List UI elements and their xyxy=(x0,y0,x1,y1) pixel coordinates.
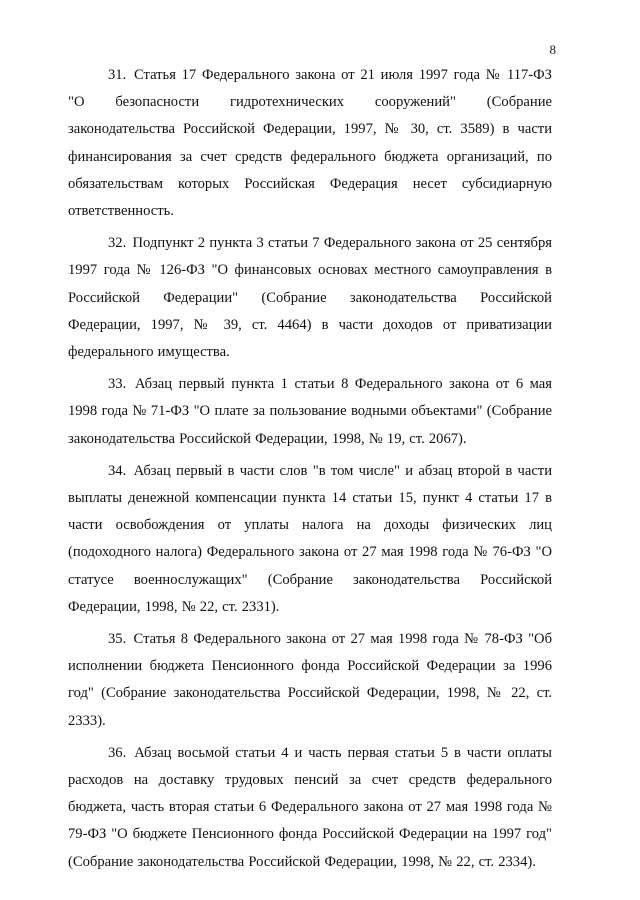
paragraph-text: Абзац первый в части слов "в том числе" и абзац второй в части выплаты денежной компенсации пункта 14 статьи 15, пункт 4 статьи 17 в части освобождения от уплаты налога на доходы физических лиц (подоходного налога) Федерального закона от 27 мая 1998 года № 76-ФЗ "О статусе военнослужащих" (Собрание законодательства Российской Федерации, 1998, № 22, ст. 2331). xyxy=(68,462,552,615)
paragraph-number: 31. xyxy=(108,67,127,83)
paragraph-32 xyxy=(68,230,552,366)
page-number: 8 xyxy=(549,42,556,57)
paragraph-35 xyxy=(68,626,552,735)
paragraph-number: 36. xyxy=(108,744,127,761)
paragraph-text: Абзац восьмой статьи 4 и часть первая статьи 5 в части оплаты расходов на доставку трудовых пенсий за счет средств федерального бюджета, часть вторая статьи 6 Федерального закона от 27 мая 1998 года № 79-ФЗ "О бюджете Пенсионного фонда Российской Федерации на 1997 год" (Собрание законодательства Российской Федерации, 1998, № 22, ст. 2334). xyxy=(68,744,552,870)
paragraph-number: 35. xyxy=(108,631,127,648)
paragraph-34 xyxy=(68,458,552,621)
paragraph-number: 34. xyxy=(108,462,127,479)
paragraph-text: Статья 17 Федерального закона от 21 июля 1997 года № 117-ФЗ "О безопасности гидротехнических сооружений" (Собрание законодательства Российской Федерации, 1997, № 30, ст. 3589) в части финансирования за счет средств федерального бюджета организаций, по обязательствам которых Российская Федерация несет субсидиарную ответственность. xyxy=(68,67,552,220)
paragraph-number: 33. xyxy=(108,376,127,393)
paragraph-36 xyxy=(68,740,552,876)
paragraph-number: 32. xyxy=(108,235,127,252)
paragraph-text: Подпункт 2 пункта 3 статьи 7 Федерального закона от 25 сентября 1997 года № 126-ФЗ "О финансовых основах местного самоуправления в Российской Федерации" (Собрание законодательства Российской Федерации, 1997, № 39, ст. 4464) в части доходов от приватизации федерального имущества. xyxy=(68,235,552,361)
document-body xyxy=(68,62,552,881)
paragraph-33 xyxy=(68,371,552,453)
paragraph-31 xyxy=(68,62,552,225)
paragraph-text: Статья 8 Федерального закона от 27 мая 1998 года № 78-ФЗ "Об исполнении бюджета Пенсионного фонда Российской Федерации за 1996 год" (Собрание законодательства Российской Федерации, 1998, № 22, ст. 2333). xyxy=(68,631,552,729)
paragraph-text: Абзац первый пункта 1 статьи 8 Федерального закона от 6 мая 1998 года № 71-ФЗ "О плате за пользование водными объектами" (Собрание законодательства Российской Федерации, 1998, № 19, ст. 2067). xyxy=(68,376,552,447)
